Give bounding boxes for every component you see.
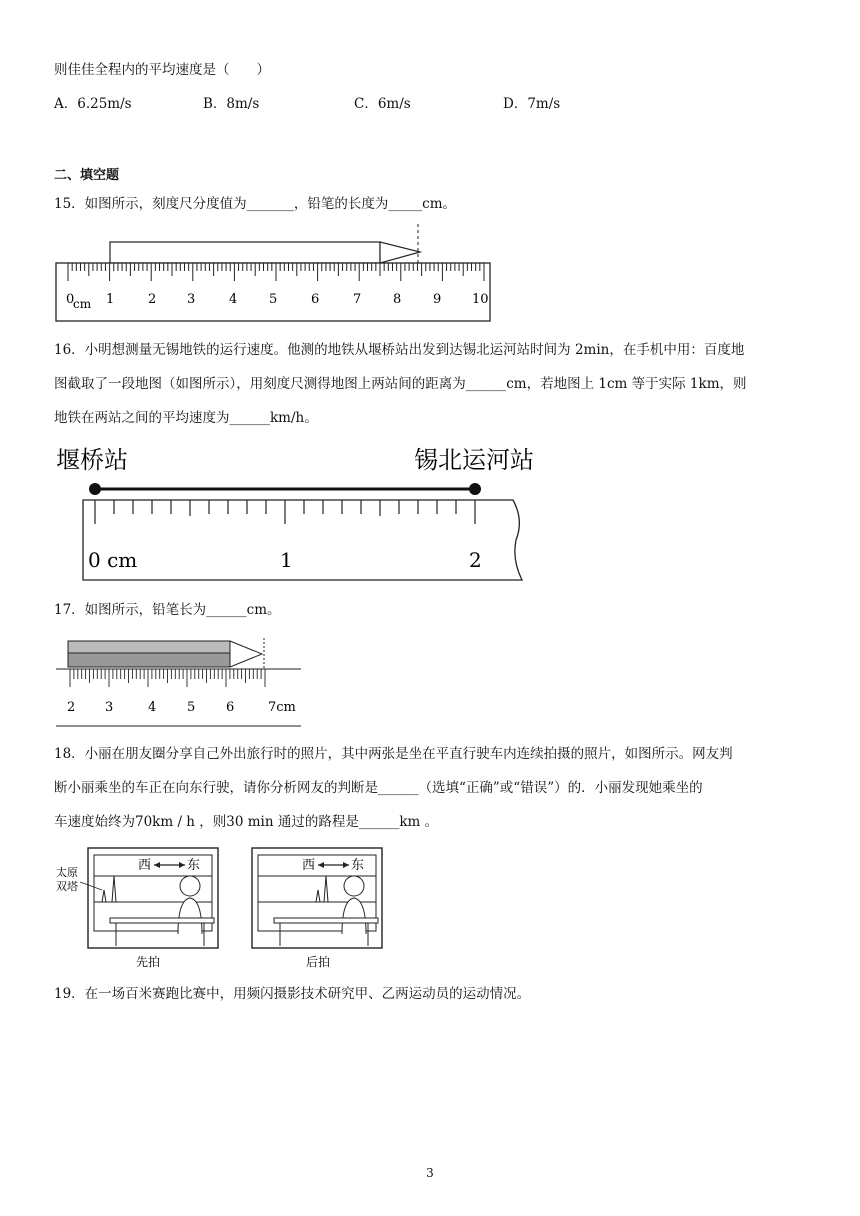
photo2-caption: 后拍: [306, 955, 331, 969]
ruler-label-5: 5: [187, 700, 196, 715]
ruler-label-9: 9: [433, 292, 442, 307]
ruler-label-8: 8: [393, 292, 402, 307]
page-number: 3: [426, 1166, 434, 1180]
table: [110, 918, 214, 923]
q18-line1: 18．小丽在朋友圈分享自己外出旅行时的照片，其中两张是坐在平直行驶车内连续拍摄的照片，如图所示。网友判: [54, 746, 733, 762]
station-left-dot: [89, 483, 101, 495]
ruler-label-10: 10: [472, 292, 489, 307]
ruler-label-2: 2: [469, 548, 482, 572]
section-heading: 二、填空题: [54, 168, 120, 183]
ruler-label-3: 3: [105, 700, 114, 715]
q14-option-d: D．7m/s: [503, 96, 561, 112]
ruler-label-0: 0: [66, 292, 75, 307]
pencil-body-bottom: [68, 653, 230, 667]
q18-line2: 断小丽乘坐的车正在向东行驶，请你分析网友的判断是______（选填“正确”或“错误”）的．小丽发现她乘坐的: [54, 780, 703, 796]
q18-photos-figure: [54, 846, 394, 972]
photo-first: [56, 848, 218, 969]
q16-line1: 16．小明想测量无锡地铁的运行速度。他测的地铁从堰桥站出发到达锡北运河站时间为 2min，在手机中用：百度地: [54, 342, 745, 358]
ruler-label-7: 7: [353, 292, 362, 307]
ruler-label-cm: cm: [73, 297, 92, 311]
ruler-label-1: 1: [280, 548, 293, 572]
q14-option-b: B．8m/s: [203, 96, 260, 112]
ruler-label-6: 6: [311, 292, 320, 307]
ruler-label-2: 2: [148, 292, 157, 307]
direction-west: 西: [138, 858, 152, 873]
tower-label-2: 双塔: [56, 880, 78, 893]
q16-line3: 地铁在两站之间的平均速度为______km/h。: [54, 410, 318, 426]
q17-text: 17．如图所示，铅笔长为______cm。: [54, 602, 281, 618]
ruler-label-2: 2: [67, 700, 76, 715]
q15-ruler-figure: [56, 224, 492, 324]
q14-stem: 则佳佳全程内的平均速度是（ ）: [54, 62, 270, 78]
ruler-label-4: 4: [148, 700, 157, 715]
q14-option-c: C．6m/s: [354, 96, 411, 112]
photo-second: [252, 848, 382, 969]
q17-ruler-figure: [56, 638, 306, 730]
direction-east-2: 东: [351, 858, 365, 873]
q19-text: 19．在一场百米赛跑比赛中，用频闪摄影技术研究甲、乙两运动员的运动情况。: [54, 986, 531, 1002]
pencil-body: [110, 242, 380, 263]
ruler-label-4: 4: [229, 292, 238, 307]
q15-text: 15．如图所示，刻度尺分度值为_______，铅笔的长度为_____cm。: [54, 196, 457, 212]
ruler-label-3: 3: [187, 292, 196, 307]
pencil-body-top: [68, 641, 230, 653]
ruler-label-7cm: 7cm: [268, 700, 296, 715]
tower-label-1: 太原: [56, 866, 78, 879]
ruler-label-0cm: 0 cm: [88, 548, 138, 572]
station-right-dot: [469, 483, 481, 495]
ruler-label-1: 1: [106, 292, 115, 307]
q18-line3: 车速度始终为70km / h ，则30 min 通过的路程是______km 。: [54, 814, 439, 830]
q16-line2: 图截取了一段地图（如图所示），用刻度尺测得地图上两站间的距离为______cm，若地图上 1cm 等于实际 1km，则: [54, 376, 747, 392]
photo1-caption: 先拍: [136, 955, 161, 969]
pencil-tip: [230, 641, 262, 667]
girl-head: [180, 876, 200, 896]
q16-map-ruler-figure: [54, 440, 534, 588]
direction-west-2: 西: [302, 858, 316, 873]
ruler-label-6: 6: [226, 700, 235, 715]
station-left-label: 堰桥站: [56, 446, 128, 474]
direction-east: 东: [187, 858, 201, 873]
station-right-label: 锡北运河站: [414, 446, 534, 474]
q14-option-a: A．6.25m/s: [54, 96, 132, 112]
pencil-tip: [380, 242, 420, 263]
ruler-label-5: 5: [269, 292, 278, 307]
